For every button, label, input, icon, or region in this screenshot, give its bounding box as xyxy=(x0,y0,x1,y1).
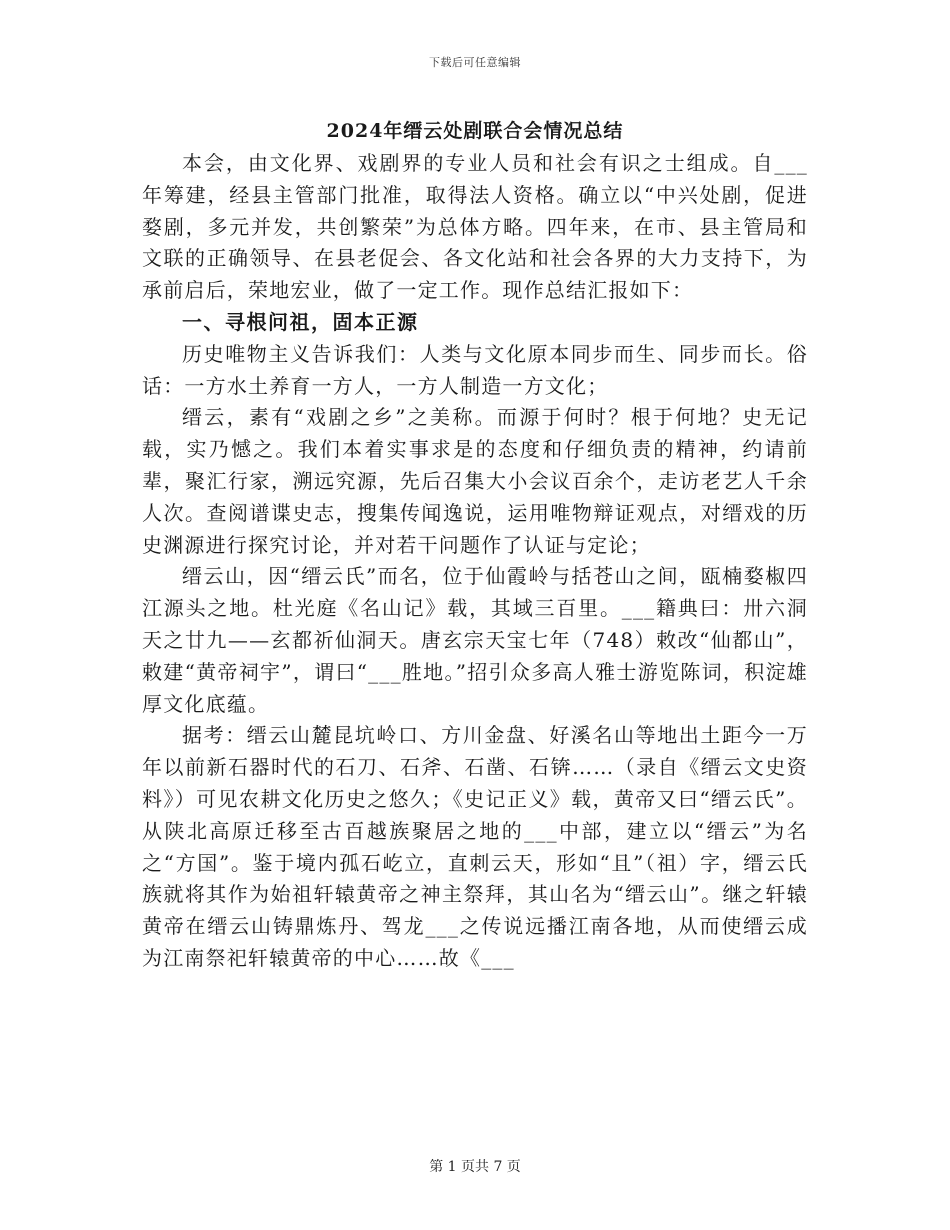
header-note: 下载后可任意编辑 xyxy=(429,56,521,69)
paragraph-intro: 本会，由文化界、戏剧界的专业人员和社会有识之士组成。自___年筹建，经县主管部门批准，取得法人资格。确立以“中兴处剧，促进婺剧，多元并发，共创繁荣”为总体方略。四年来，在市、县主管局和文联的正确领导、在县老促会、各文化站和社会各界的大力支持下，为承前启后，荣地宏业，做了一定工作。现作总结汇报如下： xyxy=(142,151,808,303)
paragraph-jinyun-mountain: 缙云山，因“缙云氏”而名，位于仙霞岭与括苍山之间，瓯楠婺椒四江源头之地。杜光庭《名山记》载，其域三百里。___籍典曰：卅六洞天之廿九——玄都祈仙洞天。唐玄宗天宝七年（748）敕改“仙都山”，敕建“黄帝祠宇”，谓曰“___胜地。”招引众多高人雅士游览陈词，积淀雄厚文化底蕴。 xyxy=(142,564,808,716)
document-title: 2024年缙云处剧联合会情况总结 xyxy=(326,120,624,142)
paragraph-origin: 缙云，素有“戏剧之乡”之美称。而源于何时？根于何地？史无记载，实乃憾之。我们本着实事求是的态度和仔细负责的精神，约请前辈，聚汇行家，溯远究源，先后召集大小会议百余个，走访老艺人千余人次。查阅谱谍史志，搜集传闻逸说，运用唯物辩证观点，对缙戏的历史渊源进行探究讨论，并对若干问题作了认证与定论； xyxy=(142,405,808,557)
page-number: 第 1 页共 7 页 xyxy=(429,1159,521,1175)
paragraph-history: 历史唯物主义告诉我们：人类与文化原本同步而生、同步而长。俗话：一方水土养育一方人，一方人制造一方文化； xyxy=(142,341,808,398)
section-heading-1: 一、寻根问祖，固本正源 xyxy=(182,309,419,334)
paragraph-archaeology: 据考：缙云山麓昆坑岭口、方川金盘、好溪名山等地出土距今一万年以前新石器时代的石刀、石斧、石凿、石锛……（录自《缙云文史资料》）可见农耕文化历史之悠久；《史记正义》载，黄帝又曰“缙云氏”。从陕北高原迁移至古百越族聚居之地的___中部，建立以“缙云”为名之“方国”。鉴于境内孤石屹立，直刺云天，形如“且”（祖）字，缙云氏族就将其作为始祖轩辕黄帝之神主祭拜，其山名为“缙云山”。继之轩辕黄帝在缙云山铸鼎炼丹、驾龙___之传说远播江南各地，从而使缙云成为江南祭祀轩辕黄帝的中心……故《___ xyxy=(142,723,808,970)
document-body xyxy=(142,148,808,975)
